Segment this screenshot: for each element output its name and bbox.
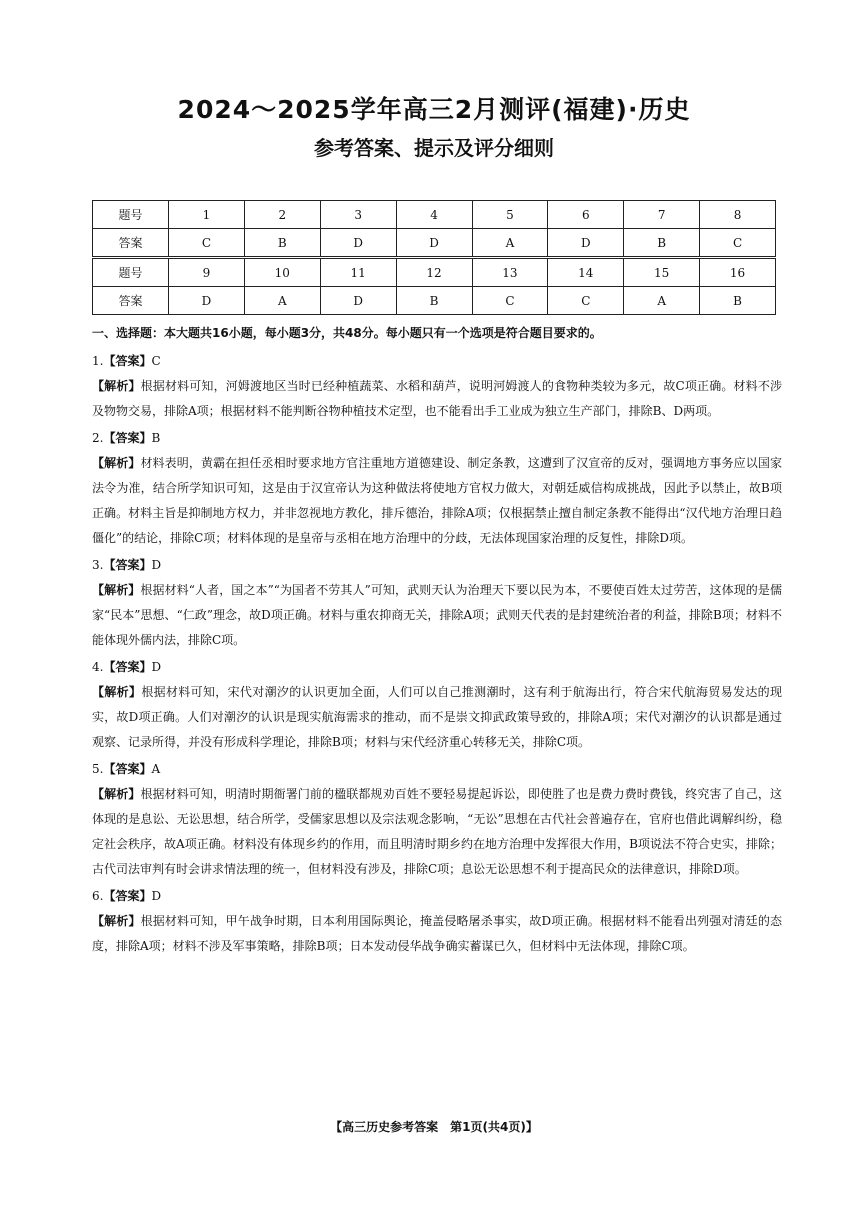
question-number: 6. [92,889,104,903]
question-number-cell: 13 [472,258,548,287]
answer-letter: A [151,762,161,776]
question-list [92,349,782,961]
answer-line [92,349,782,374]
answer-cell: D [396,229,472,258]
question-number-cell: 7 [624,201,700,229]
answer-cell: C [169,229,245,258]
answer-cell: B [396,287,472,315]
page-title: 2024～2025学年高三2月测评(福建)·历史 [177,95,691,124]
page-subtitle: 参考答案、提示及评分细则 [314,136,554,160]
question-number-cell: 4 [396,201,472,229]
question-number-cell: 10 [244,258,320,287]
answer-cell: C [700,229,776,258]
answer-cell: D [320,229,396,258]
answer-table [92,200,776,315]
analysis-text: 材料表明，黄霸在担任丞相时要求地方官注重地方道德建设、制定条教，这遭到了汉宣帝的反对，强调地方事务应以国家法令为准，结合所学知识可知，这是由于汉宣帝认为这种做法将使地方官权力做大，对朝廷威信构成挑战，因此予以禁止，故B项正确。材料主旨是抑制地方权力，并非忽视地方教化，排斥德治，排除A项；仅根据禁止擅自制定条教不能得出“汉代地方治理日趋僵化”的结论，排除C项；材料体现的是皇帝与丞相在地方治理中的分歧，无法体现国家治理的反复性，排除D项。 [92,456,782,545]
answer-tag: 【答案】 [103,889,152,903]
answer-cell: D [320,287,396,315]
analysis-tag: 【解析】 [92,583,141,597]
analysis-text: 根据材料可知，河姆渡地区当时已经种植蔬菜、水稻和葫芦，说明河姆渡人的食物种类较为多元，故C项正确。材料不涉及物物交易，排除A项；根据材料不能判断谷物种植技术定型，也不能看出手工业成为独立生产部门，排除B、D两项。 [92,379,782,418]
answer-tag: 【答案】 [103,762,152,776]
question-number-cell: 9 [169,258,245,287]
answer-cell: A [624,287,700,315]
question-number-cell: 8 [700,201,776,229]
table-row [93,258,776,287]
analysis-tag: 【解析】 [92,787,141,801]
analysis-text: 根据材料可知，宋代对潮汐的认识更加全面，人们可以自己推测潮时，这有利于航海出行，符合宋代航海贸易发达的现实，故D项正确。人们对潮汐的认识是现实航海需求的推动，而不是崇文抑武政策导致的，排除A项；宋代对潮汐的认识都是通过观察、记录所得，并没有形成科学理论，排除B项；材料与宋代经济重心转移无关，排除C项。 [92,685,782,749]
answer-line [92,655,782,680]
answer-cell: B [700,287,776,315]
answer-letter: D [151,558,162,572]
row-label: 答案 [93,287,169,315]
analysis-paragraph [92,578,782,653]
table-row [93,229,776,258]
answer-tag: 【答案】 [103,431,152,445]
question-number-cell: 15 [624,258,700,287]
answer-cell: A [244,287,320,315]
page-footer: 【高三历史参考答案 第1页(共4页)】 [330,1120,538,1134]
answer-line [92,757,782,782]
answer-letter: B [151,431,161,445]
answer-line [92,553,782,578]
analysis-text: 根据材料可知，甲午战争时期，日本利用国际舆论，掩盖侵略屠杀事实，故D项正确。根据材料不能看出列强对清廷的态度，排除A项；材料不涉及军事策略，排除B项；日本发动侵华战争确实蓄谋已久，但材料中无法体现，排除C项。 [92,914,782,953]
analysis-tag: 【解析】 [92,456,141,470]
question-number-cell: 6 [548,201,624,229]
question-number-cell: 14 [548,258,624,287]
question-number-cell: 16 [700,258,776,287]
row-label: 题号 [93,258,169,287]
question-number-cell: 2 [244,201,320,229]
answer-tag: 【答案】 [103,660,152,674]
section-heading: 一、选择题：本大题共16小题，每小题3分，共48分。每小题只有一个选项是符合题目要求的。 [92,326,602,340]
analysis-tag: 【解析】 [92,379,141,393]
analysis-paragraph [92,782,782,882]
question-number: 2. [92,431,104,445]
analysis-text: 根据材料“人者，国之本”“为国者不劳其人”可知，武则天认为治理天下要以民为本，不要使百姓太过劳苦，这体现的是儒家“民本”思想、“仁政”理念，故D项正确。材料与重农抑商无关，排除A项；武则天代表的是封建统治者的利益，排除B项；材料不能体现外儒内法，排除C项。 [92,583,782,647]
question-number: 1. [92,354,104,368]
answer-cell: D [169,287,245,315]
analysis-text: 根据材料可知，明清时期衙署门前的楹联都规劝百姓不要轻易提起诉讼，即使胜了也是费力费时费钱，终究害了自己，这体现的是息讼、无讼思想，结合所学，受儒家思想以及宗法观念影响，“无讼”思想在古代社会普遍存在，官府也借此调解纠纷，稳定社会秩序，故A项正确。材料没有体现乡约的作用，而且明清时期乡约在地方治理中发挥很大作用，B项说法不符合史实，排除；古代司法审判有时会讲求情法理的统一，但材料没有涉及，排除C项；息讼无讼思想不利于提高民众的法律意识，排除D项。 [92,787,782,876]
row-label: 答案 [93,229,169,258]
analysis-paragraph [92,909,782,959]
analysis-tag: 【解析】 [92,685,142,699]
answer-tag: 【答案】 [103,558,152,572]
answer-cell: C [472,287,548,315]
analysis-paragraph [92,680,782,755]
answer-cell: D [548,229,624,258]
analysis-tag: 【解析】 [92,914,141,928]
question-number-cell: 5 [472,201,548,229]
answer-cell: B [244,229,320,258]
question-number-cell: 12 [396,258,472,287]
question-number: 5. [92,762,104,776]
question-number: 3. [92,558,104,572]
table-row [93,287,776,315]
answer-cell: B [624,229,700,258]
answer-letter: C [151,354,161,368]
answer-cell: C [548,287,624,315]
question-number-cell: 1 [169,201,245,229]
answer-line [92,426,782,451]
row-label: 题号 [93,201,169,229]
answer-letter: D [151,660,162,674]
answer-line [92,884,782,909]
question-number-cell: 11 [320,258,396,287]
answer-letter: D [151,889,162,903]
answer-tag: 【答案】 [103,354,152,368]
question-number: 4. [92,660,104,674]
table-row [93,201,776,229]
analysis-paragraph [92,374,782,424]
question-number-cell: 3 [320,201,396,229]
analysis-paragraph [92,451,782,551]
answer-cell: A [472,229,548,258]
